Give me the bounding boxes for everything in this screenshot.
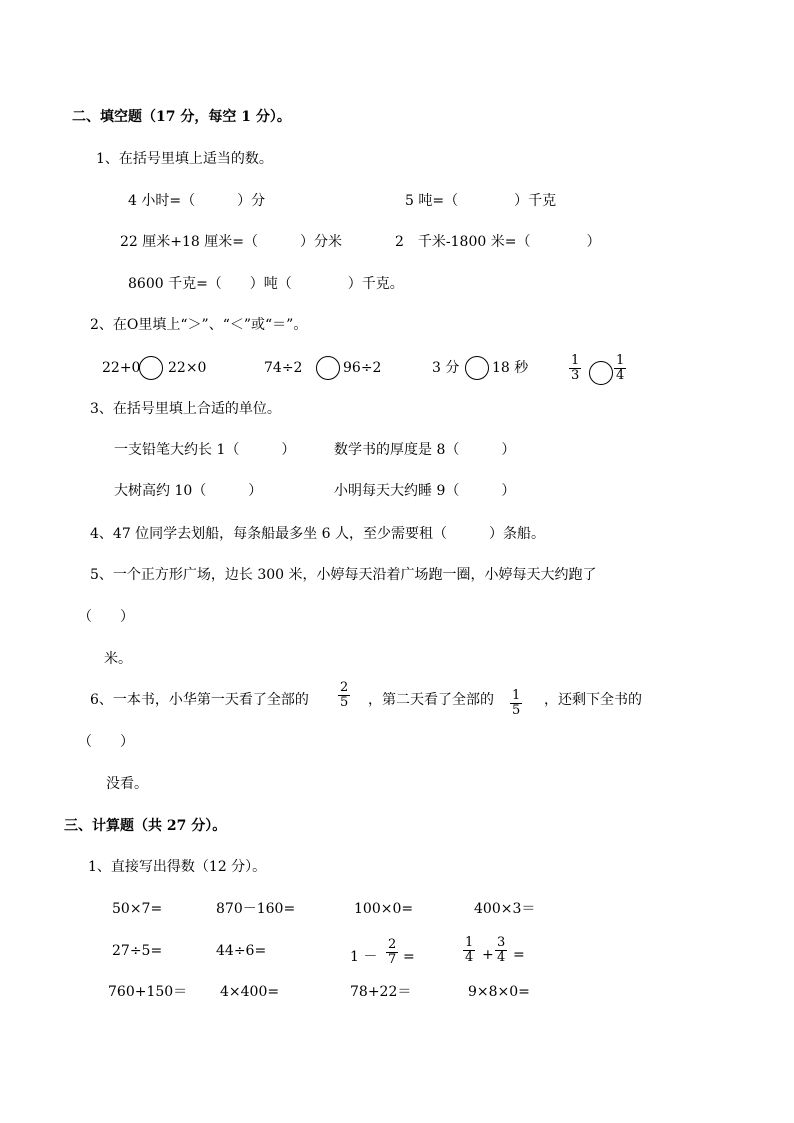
q1-item-c: 22 厘米+18 厘米=（ ）分米	[120, 234, 342, 250]
calc-r2-4-op: +	[482, 947, 494, 963]
numerator: 3	[497, 935, 506, 950]
q2-c4-left-fraction	[569, 354, 581, 383]
calc-r2-4-fraction-2	[495, 936, 507, 965]
q5-line1: 5、一个正方形广场，边长 300 米，小婷每天沿着广场跑一圈，小婷每天大约跑了	[90, 567, 597, 583]
calc-r3-2: 4×400=	[220, 984, 280, 1000]
q6-fraction-1	[338, 681, 350, 710]
q6-part1: 6、一本书，小华第一天看了全部的	[90, 692, 309, 708]
numerator: 1	[465, 935, 474, 950]
q2-c2-left: 74÷2	[264, 360, 303, 376]
compare-circle-1[interactable]	[139, 356, 163, 380]
calc-r2-3-post: =	[403, 949, 415, 965]
q3-item-c: 大树高约 10（ ）	[114, 483, 263, 499]
q1-item-a: 4 小时=（ ）分	[128, 193, 266, 209]
denominator: 7	[388, 952, 397, 967]
q6-part2: ，第二天看了全部的	[368, 692, 494, 708]
calc-r3-1: 760+150＝	[108, 984, 188, 1000]
section-3-title: 三、计算题（共 27 分）。	[64, 818, 227, 834]
calc-r1-3: 100×0=	[354, 901, 414, 917]
q4-text: 4、47 位同学去划船，每条船最多坐 6 人，至少需要租（ ）条船。	[90, 526, 545, 542]
q2-c4-right-fraction	[614, 354, 626, 383]
denominator: 4	[465, 950, 474, 965]
denominator: 4	[497, 950, 506, 965]
calc-r3-3: 78+22＝	[350, 984, 412, 1000]
denominator: 3	[571, 368, 580, 383]
numerator: 1	[616, 353, 625, 368]
q2-c1-left: 22+0	[102, 360, 141, 376]
numerator: 1	[571, 353, 580, 368]
denominator: 5	[512, 703, 521, 718]
q6-blank: （ ）	[78, 734, 134, 750]
q2-c3-left: 3 分	[432, 360, 460, 376]
calc-q1-stem: 1、直接写出得数（12 分）。	[88, 859, 267, 875]
numerator: 1	[512, 688, 521, 703]
calc-r2-1: 27÷5=	[112, 943, 163, 959]
q2-c1-right: 22×0	[168, 360, 207, 376]
q1-item-d: 2 千米-1800 米=（ ）	[395, 234, 601, 250]
q2-c3-right: 18 秒	[492, 360, 529, 376]
calc-r2-4-fraction-1	[463, 936, 475, 965]
q5-blank: （ ）	[78, 609, 134, 625]
calc-r1-4: 400×3＝	[474, 901, 536, 917]
calc-r2-3-fraction	[386, 938, 398, 967]
q3-stem: 3、在括号里填上合适的单位。	[90, 401, 281, 417]
section-2-title: 二、填空题（17 分，每空 1 分）。	[72, 109, 291, 125]
q1-item-b: 5 吨=（ ）千克	[405, 193, 557, 209]
q5-end: 米。	[104, 651, 132, 667]
compare-circle-2[interactable]	[316, 356, 340, 380]
q6-part3: ，还剩下全书的	[544, 692, 642, 708]
denominator: 4	[616, 368, 625, 383]
q1-stem: 1、在括号里填上适当的数。	[96, 151, 273, 167]
calc-r2-4-post: =	[513, 947, 525, 963]
q3-item-d: 小明每天大约睡 9（ ）	[334, 483, 516, 499]
compare-circle-3[interactable]	[465, 356, 489, 380]
calc-r3-4: 9×8×0=	[468, 984, 530, 1000]
compare-circle-4[interactable]	[589, 361, 613, 385]
q6-end: 没看。	[106, 776, 148, 792]
calc-r1-1: 50×7=	[112, 901, 163, 917]
q3-item-a: 一支铅笔大约长 1（ ）	[114, 442, 296, 458]
q3-item-b: 数学书的厚度是 8（ ）	[334, 442, 516, 458]
numerator: 2	[388, 937, 397, 952]
calc-r2-2: 44÷6=	[216, 943, 267, 959]
q2-stem: 2、在O里填上“＞”、“＜”或“＝”。	[90, 317, 308, 333]
q6-fraction-2	[510, 689, 522, 718]
q2-c2-right: 96÷2	[343, 360, 382, 376]
numerator: 2	[340, 680, 349, 695]
calc-r2-3-pre: 1 －	[350, 949, 378, 965]
q1-item-e: 8600 千克=（ ）吨（ ）千克。	[128, 276, 404, 292]
denominator: 5	[340, 695, 349, 710]
calc-r1-2: 870－160=	[216, 901, 296, 917]
